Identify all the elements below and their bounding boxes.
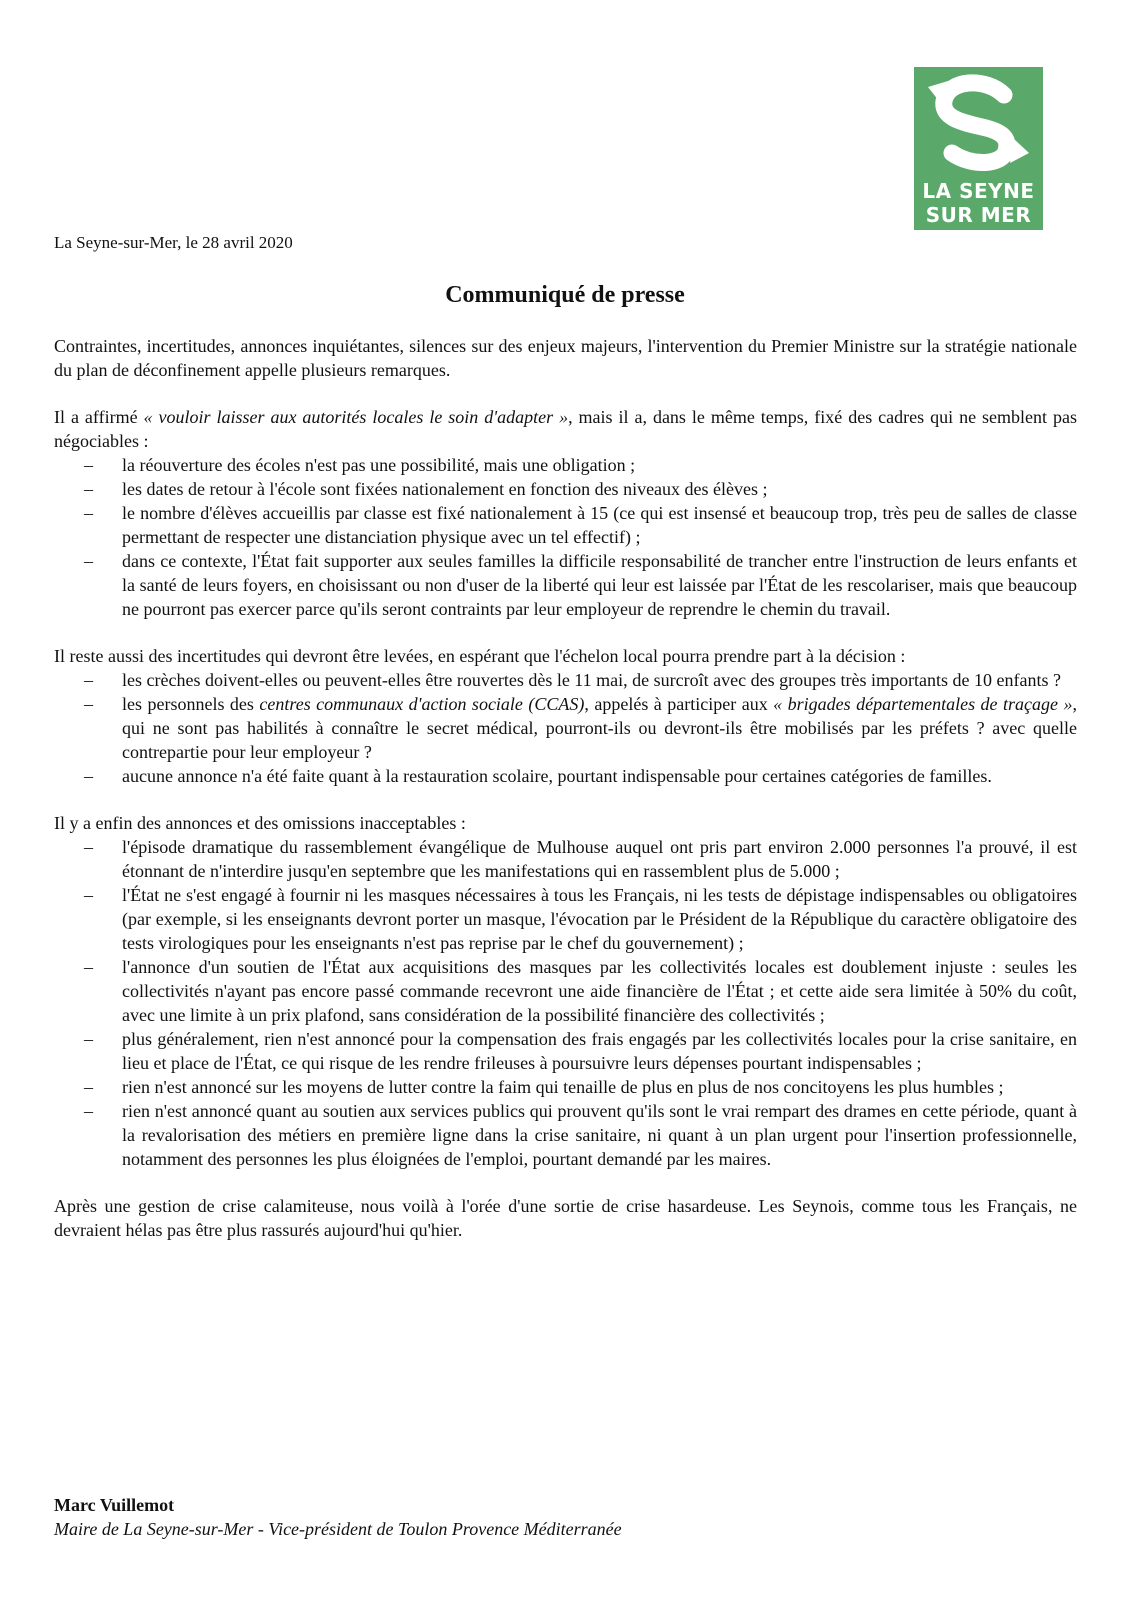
section2-list (54, 668, 1077, 788)
list-item-text: plus généralement, rien n'est annoncé pour la compensation des frais engagés par les collectivités locales pour la crise sanitaire, en lieu et place de l'État, ce qui risque de les rendre frileuses à poursuivre leurs dépenses pourtant indispensables ; (122, 1029, 1077, 1073)
dash-bullet: – (84, 957, 93, 977)
section1-lead-text-end: , mais il a, dans le même temps, fixé des cadres qui ne semblent pas négociables : (54, 407, 1077, 451)
section3-lead: Il y a enfin des annonces et des omissions inacceptables : (54, 813, 466, 833)
dash-bullet: – (84, 1077, 93, 1097)
section2-lead: Il reste aussi des incertitudes qui devront être levées, en espérant que l'échelon local pourra prendre part à la décision : (54, 646, 906, 666)
dash-bullet: – (84, 455, 93, 475)
list-item (54, 955, 1077, 1027)
s-emblem-icon (914, 67, 1043, 179)
list-item-text: l'annonce d'un soutien de l'État aux acquisitions des masques par les collectivités locales est doublement injuste : seules les collectivités n'ayant pas encore passé commande recevront une aide financière de l'État ; et cette aide sera limitée à 50% du coût, avec une limite à un prix plafond, sans considération de la possibilité financière des collectivités ; (122, 957, 1077, 1025)
list-item-text: rien n'est annoncé sur les moyens de lutter contre la faim qui tenaille de plus en plus de nos concitoyens les plus humbles ; (122, 1077, 1004, 1097)
dash-bullet: – (84, 503, 93, 523)
list-item (54, 501, 1077, 549)
list-item-text: aucune annonce n'a été faite quant à la restauration scolaire, pourtant indispensable pour certaines catégories de familles. (122, 766, 992, 786)
list-item-text: les crèches doivent-elles ou peuvent-elles être rouvertes dès le 11 mai, de surcroît avec des groupes très importants de 10 enfants ? (122, 670, 1061, 690)
la-seyne-logo (914, 67, 1043, 230)
list-item-text: l'épisode dramatique du rassemblement évangélique de Mulhouse auquel ont pris part environ 2.000 personnes l'a prouvé, il est étonnant de n'interdire jusqu'en septembre que les manifestations qui en rassemblent plus de 5.000 ; (122, 837, 1077, 881)
dash-bullet: – (84, 837, 93, 857)
section1-lead (54, 405, 1077, 453)
dash-bullet: – (84, 670, 93, 690)
list-item (54, 764, 1077, 788)
list-item (54, 453, 1077, 477)
list-item (54, 883, 1077, 955)
list-item-text: les personnels des (122, 694, 260, 714)
page-title: Communiqué de presse (445, 282, 685, 308)
list-item-text: rien n'est annoncé quant au soutien aux services publics qui prouvent qu'ils sont le vrai rempart des drames en cette période, quant à la revalorisation des métiers en première ligne dans la crise sanitaire, ni quant à un plan urgent pour l'insertion professionnelle, notamment des personnes les plus éloignées de l'emploi, pourtant demandé par les maires. (122, 1101, 1077, 1169)
section1-lead-text: Il a affirmé (54, 407, 144, 427)
press-release-body (54, 334, 1077, 1242)
list-item-text: la réouverture des écoles n'est pas une possibilité, mais une obligation ; (122, 455, 636, 475)
conclusion-paragraph: Après une gestion de crise calamiteuse, nous voilà à l'orée d'une sortie de crise hasardeuse. Les Seynois, comme tous les Français, ne devraient hélas pas être plus rassurés aujourd'hui qu'hier. (54, 1196, 1077, 1240)
list-item (54, 1099, 1077, 1171)
list-item (54, 835, 1077, 883)
list-item (54, 668, 1077, 692)
list-item-text: , appelés à participer aux (584, 694, 774, 714)
intro-paragraph: Contraintes, incertitudes, annonces inquiétantes, silences sur des enjeux majeurs, l'intervention du Premier Ministre sur la stratégie nationale du plan de déconfinement appelle plusieurs remarques. (54, 336, 1077, 380)
list-item (54, 477, 1077, 501)
list-item-text: l'État ne s'est engagé à fournir ni les masques nécessaires à tous les Français, ni les tests de dépistage indispensables ou obligatoires (par exemple, si les enseignants devront porter un masque, l'évocation par le Président de la République du caractère obligatoire des tests virologiques pour les enseignants n'est pas reprise par le chef du gouvernement) ; (122, 885, 1077, 953)
list-item (54, 692, 1077, 764)
dash-bullet: – (84, 694, 93, 714)
list-item (54, 549, 1077, 621)
signature-name: Marc Vuillemot (54, 1495, 175, 1515)
list-item (54, 1075, 1077, 1099)
logo-line-1: LA SEYNE (922, 179, 1035, 203)
brigades-emphasis: « brigades départementales de traçage » (773, 694, 1073, 714)
list-item-text: les dates de retour à l'école sont fixées nationalement en fonction des niveaux des élèves ; (122, 479, 768, 499)
dash-bullet: – (84, 551, 93, 571)
dash-bullet: – (84, 1029, 93, 1049)
dash-bullet: – (84, 766, 93, 786)
dash-bullet: – (84, 1101, 93, 1121)
section3-list (54, 835, 1077, 1171)
section1-list (54, 453, 1077, 621)
section1-lead-quote: « vouloir laisser aux autorités locales le soin d'adapter » (143, 407, 569, 427)
list-item-text: dans ce contexte, l'État fait supporter aux seules familles la difficile responsabilité de trancher entre l'instruction de leurs enfants et la santé de leurs foyers, en choisissant ou non d'user de la liberté qui leur est laissée par l'État de les rescolariser, mais que beaucoup ne pourront pas exercer parce qu'ils seront contraints par leur employeur de reprendre le chemin du travail. (122, 551, 1077, 619)
dateline: La Seyne-sur-Mer, le 28 avril 2020 (54, 233, 293, 252)
signature-role: Maire de La Seyne-sur-Mer - Vice-président de Toulon Provence Méditerranée (54, 1519, 622, 1539)
dash-bullet: – (84, 885, 93, 905)
list-item-text: le nombre d'élèves accueillis par classe est fixé nationalement à 15 (ce qui est insensé et beaucoup trop, très peu de salles de classe permettant de respecter une distanciation physique avec un tel effectif) ; (122, 503, 1077, 547)
signature-block (54, 1493, 622, 1541)
list-item (54, 1027, 1077, 1075)
logo-line-2: SUR MER (925, 203, 1032, 227)
dash-bullet: – (84, 479, 93, 499)
list-item-text: , qui ne sont pas habilités à connaître le secret médical, pourront-ils ou devront-ils être mobilisés par les préfets ? avec quelle contrepartie pour leur employeur ? (122, 694, 1077, 762)
ccas-emphasis: centres communaux d'action sociale (CCAS) (259, 694, 585, 714)
